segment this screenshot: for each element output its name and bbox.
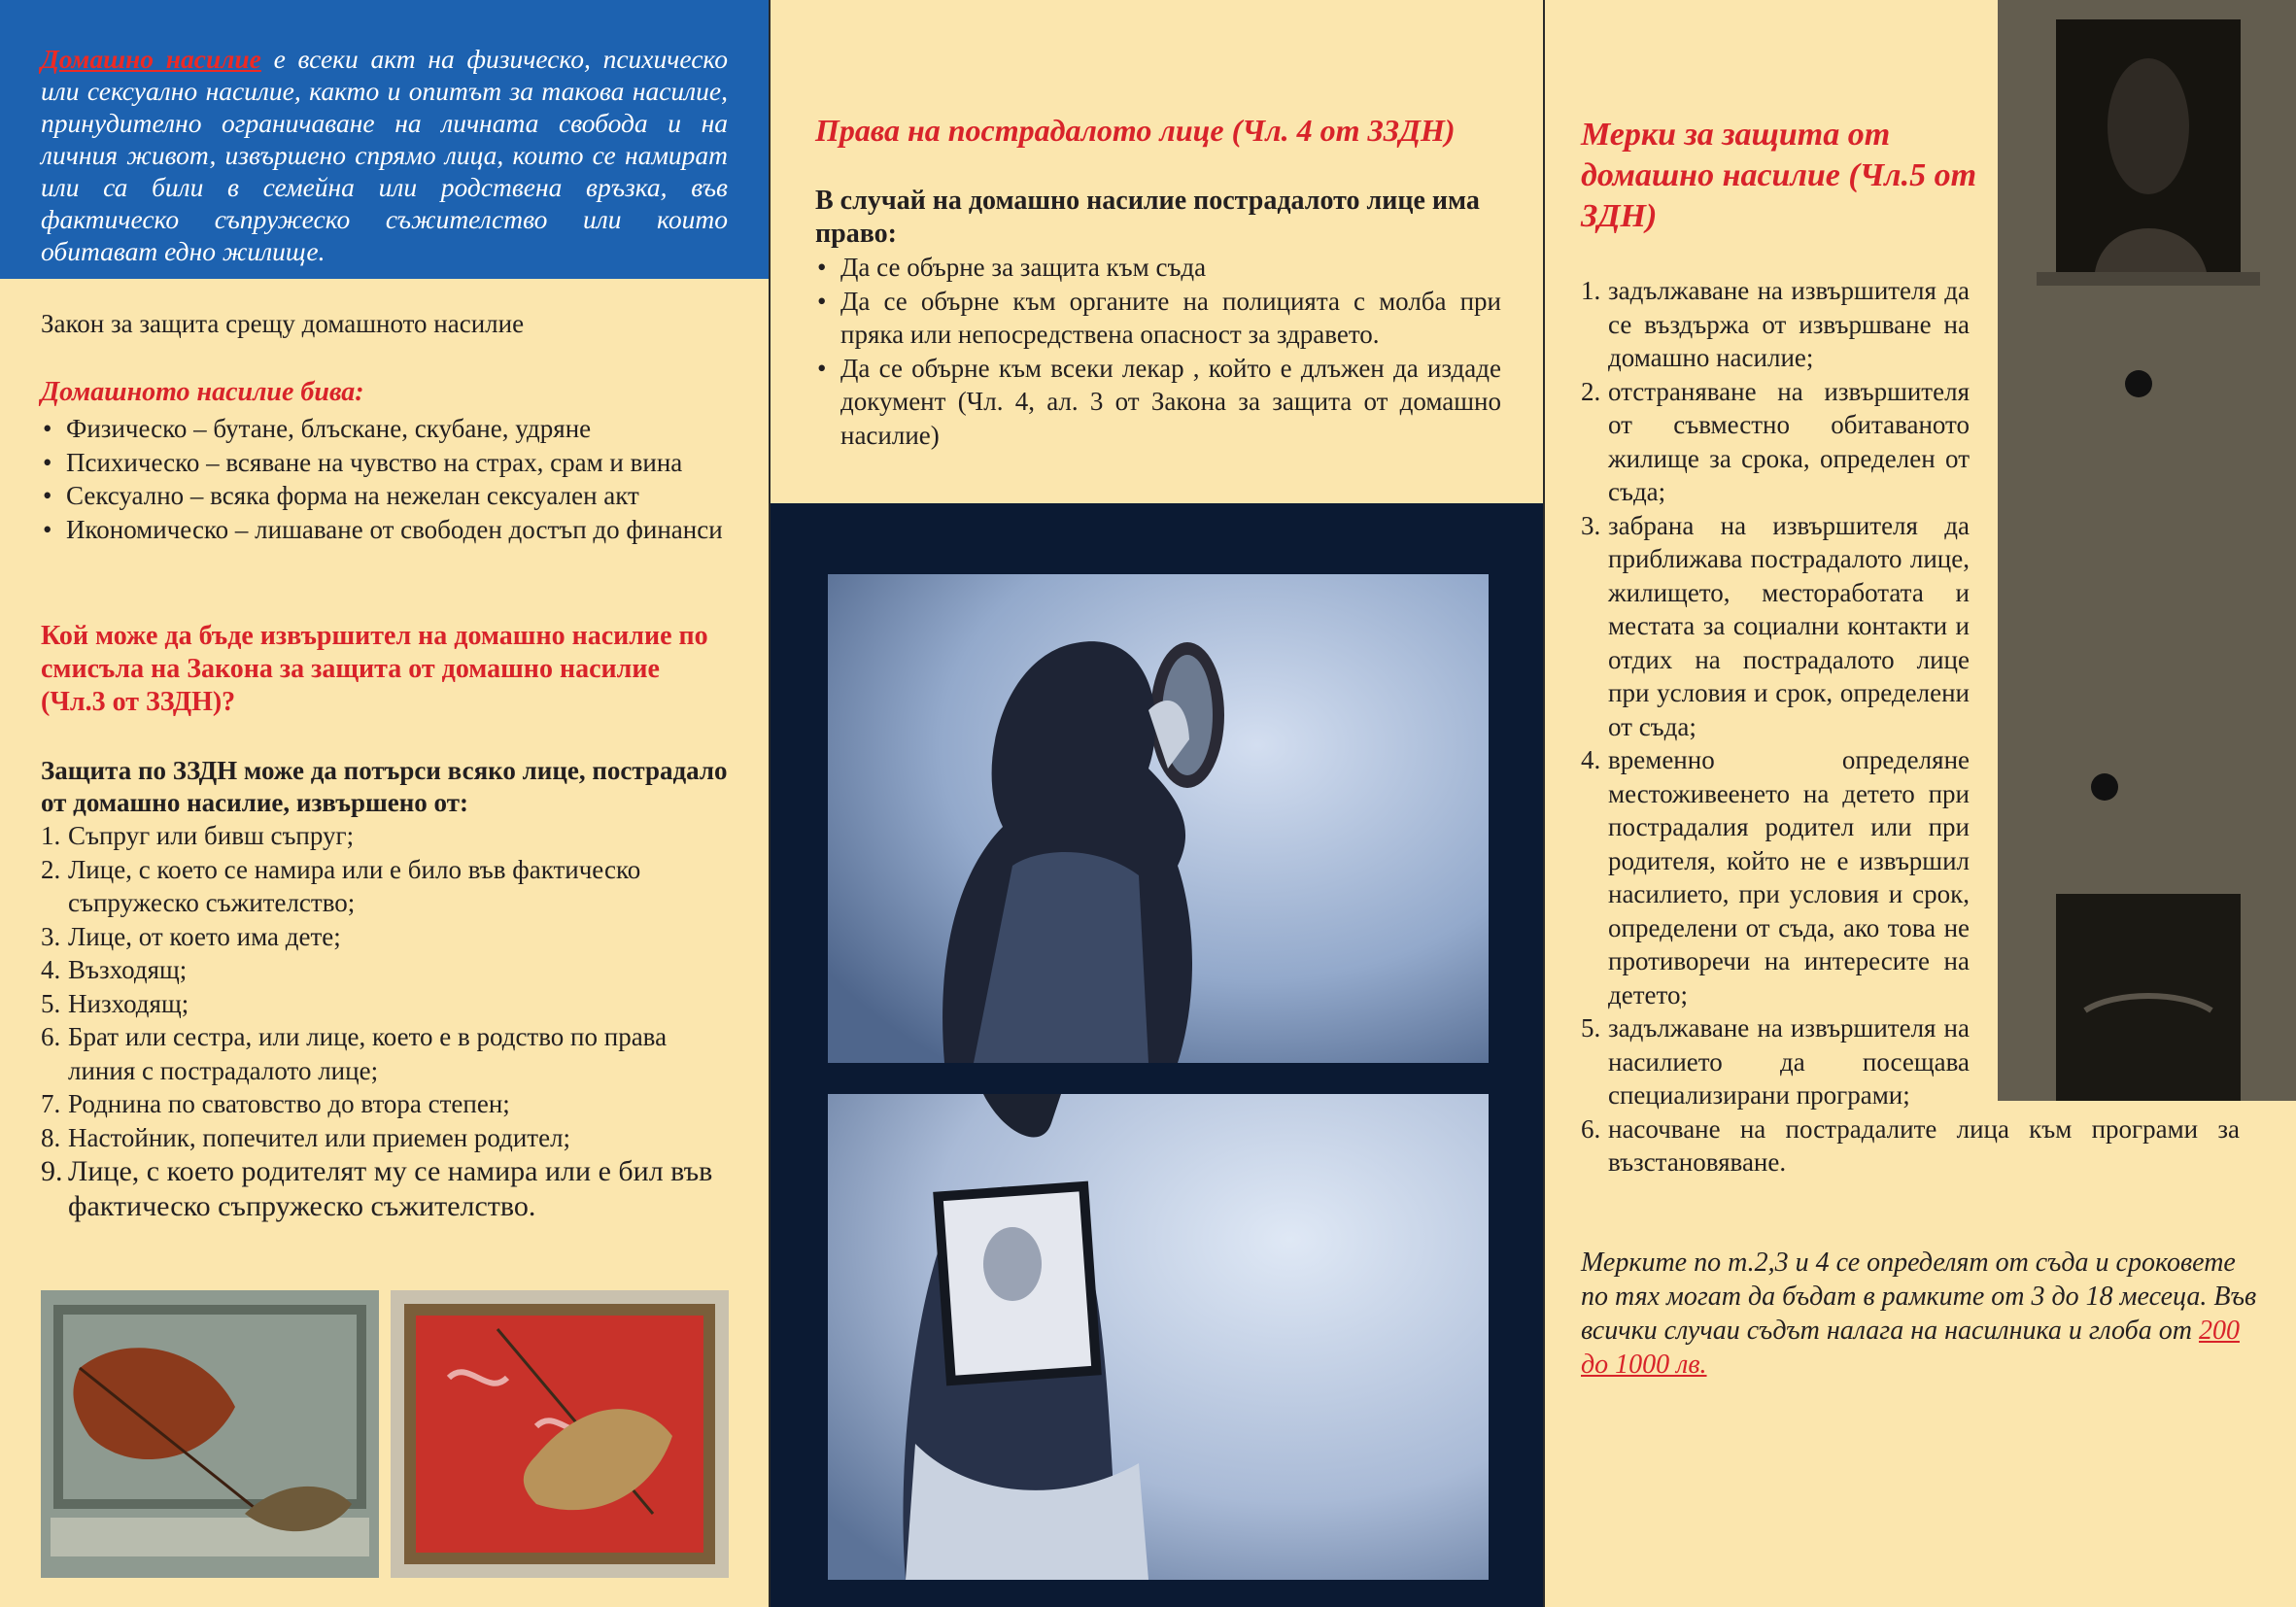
woman-mirror-photo — [828, 574, 1489, 1063]
list-item: 1. Съпруг или бивш съпруг; — [41, 821, 355, 850]
list-item: 6. Брат или сестра, или лице, което е в родство по права линия с пострадалото лице; — [41, 1022, 668, 1085]
rights-lead: В случай на домашно насилие пострадалото лице има право: — [815, 186, 1480, 249]
list-item: • Да се обърне към органите на полицията с молба при пряка или непосредствена опасност за здравето. — [815, 285, 1501, 352]
measures-closing — [1581, 1246, 2267, 1382]
list-item: 7. Роднина по сватовство до втора степен; — [41, 1089, 510, 1118]
list-item: 4. Възходящ; — [41, 955, 188, 984]
fine-amount: 200 до 1000 лв. — [1581, 1316, 2240, 1380]
rights-section — [815, 185, 1501, 452]
rights-list — [815, 251, 1501, 452]
violence-types-section — [41, 377, 729, 546]
woman-mirror-illustration — [828, 574, 1489, 1063]
definition-text — [41, 43, 728, 267]
leaf-illustration-2 — [391, 1290, 729, 1578]
violence-types-list — [41, 412, 729, 546]
left-column — [0, 0, 771, 1607]
leaf-illustration-1 — [41, 1290, 379, 1578]
list-item: • Сексуално – всяка форма на нежелан сексуален акт — [41, 479, 729, 513]
middle-column — [771, 0, 1545, 1607]
list-item: 3. Лице, от което има дете; — [41, 921, 341, 951]
list-item: 5. задължаване на извършителя на насилието да посещава специализирани програми; — [1581, 1013, 1970, 1110]
closing-text: Мерките по т.2,3 и 4 се определят от съда и сроковете по тях могат да бъдат в рамките от 3 до 18 месеца. Във всички случаи съдът налага на насилника и глоба от — [1581, 1248, 2257, 1346]
dry-leaf-photo-1 — [41, 1290, 379, 1578]
right-column — [1545, 0, 2296, 1607]
perpetrators-list — [41, 819, 729, 1224]
perpetrators-section — [41, 755, 729, 1224]
list-item: 5. Низходящ; — [41, 988, 189, 1018]
list-item: 2. Лице, с което се намира или е било във фактическо съпружеско съжителство; — [41, 854, 641, 917]
perpetrator-question: Кой може да бъде извършител на домашно насилие по смисъла на Закона за защита от домашно насилие (Чл.3 от ЗЗДН)? — [41, 621, 708, 717]
list-item: 6. насочване на пострадалите лица към програми за възстановяване. — [1581, 1113, 2240, 1177]
dry-leaf-photo-2 — [391, 1290, 729, 1578]
list-item: • Психическо – всяване на чувство на страх, срам и вина — [41, 446, 729, 480]
list-item: 1. задължаване на извършителя да се въздържа от извършване на домашно насилие; — [1581, 276, 1970, 372]
list-item: • Да се обърне за защита към съда — [815, 251, 1501, 285]
protection-lead: Защита по ЗЗДН може да потърси всяко лице, пострадало от домашно насилие, извършено от: — [41, 756, 728, 817]
photo-panel — [771, 503, 1543, 1607]
list-item: 2. отстраняване на извършителя от съвместно обитаваното жилище за срока, определен от съда; — [1581, 376, 1970, 506]
rights-title: Права на пострадалото лице (Чл. 4 от ЗЗДН) — [815, 113, 1456, 148]
definition-box — [0, 0, 769, 279]
list-item: • Икономическо – лишаване от свободен достъп до финанси — [41, 513, 729, 547]
definition-highlight: Домашно насилие — [41, 44, 261, 74]
measures-title: Мерки за защита от домашно насилие (Чл.5 от ЗДН) — [1581, 117, 1977, 234]
list-item: 3. забрана на извършителя да приближава пострадалото лице, жилището, местоработата и местата за социални контакти и отдих на пострадалото лице при условия и срок, определени от съда; — [1581, 510, 1970, 741]
list-item: 8. Настойник, попечител или приемен родител; — [41, 1122, 571, 1152]
measures-list — [1581, 274, 2267, 1180]
definition-body: е всеки акт на физическо, психическо или сексуално насилие, както и опитът за такова насилие, принудително ограничаване на личната свобода и на личния живот, извършено спрямо лица, които се намират или са били в семейна или родствена връзка, във фактическо съпружеско съжителство или които обитават едно жилище. — [41, 44, 728, 266]
woman-portrait-illustration — [828, 1094, 1489, 1580]
list-item: • Да се обърне към всеки лекар , който е длъжен да издаде документ (Чл. 4, ал. 3 от Закона за защита от домашно насилие) — [815, 352, 1501, 453]
law-title: Закон за защита срещу домашното насилие — [41, 309, 525, 338]
list-item: 4. временно определяне местоживеенето на детето при пострадалия родител или при родителя, който не е извършил насилието, при условия и срок, определени от съда, ако това не противоречи на интересите на детето; — [1581, 745, 1970, 1009]
violence-types-heading: Домашното насилие бива: — [41, 377, 364, 407]
woman-portrait-photo — [828, 1094, 1489, 1580]
list-item: 9. Лице, с което родителят му се намира или е бил във фактическо съпружеско съжителство. — [41, 1155, 713, 1222]
list-item: • Физическо – бутане, блъскане, скубане, удряне — [41, 412, 729, 446]
